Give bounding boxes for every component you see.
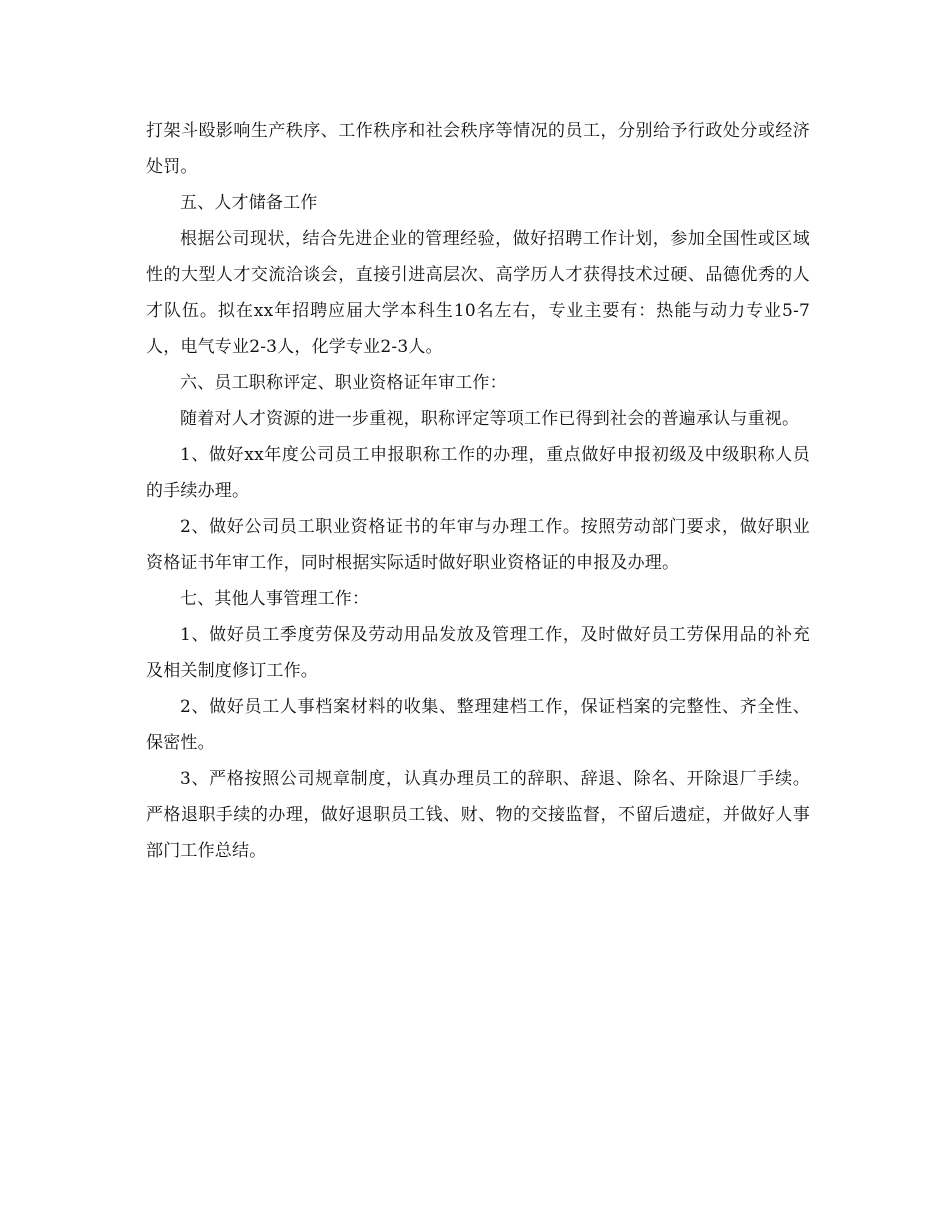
section-heading-talent-reserve: 五、人才储备工作 (180, 193, 318, 213)
paragraph-title-evaluation: 随着对人才资源的进一步重视，职称评定等项工作已得到社会的普遍承认与重视。 (180, 409, 800, 429)
list-item-other-hr-1: 1、做好员工季度劳保及劳动用品发放及管理工作，及时做好员工劳保用品的补充及相关制度修订工作。 (146, 625, 810, 681)
list-item-other-hr-2: 2、做好员工人事档案材料的收集、整理建档工作，保证档案的完整性、齐全性、保密性。 (146, 697, 810, 753)
paragraph-talent-reserve: 根据公司现状，结合先进企业的管理经验，做好招聘工作计划，参加全国性或区域性的大型人才交流洽谈会，直接引进高层次、高学历人才获得技术过硬、品德优秀的人才队伍。拟在xx年招聘应届大学本科生10名左右，专业主要有：热能与动力专业5-7人，电气专业2-3人，化学专业2-3人。 (146, 229, 810, 357)
list-item-other-hr-3: 3、严格按照公司规章制度，认真办理员工的辞职、辞退、除名、开除退厂手续。严格退职手续的办理，做好退职员工钱、财、物的交接监督，不留后遗症，并做好人事部门工作总结。 (146, 769, 810, 861)
document-body (146, 113, 810, 869)
section-heading-other-hr-work: 七、其他人事管理工作： (180, 589, 370, 609)
list-item-title-evaluation-1: 1、做好xx年度公司员工申报职称工作的办理，重点做好申报初级及中级职称人员的手续办理。 (146, 445, 810, 501)
section-heading-title-evaluation: 六、员工职称评定、职业资格证年审工作： (180, 373, 507, 393)
paragraph-1: 打架斗殴影响生产秩序、工作秩序和社会秩序等情况的员工，分别给予行政处分或经济处罚。 (146, 121, 810, 177)
list-item-title-evaluation-2: 2、做好公司员工职业资格证书的年审与办理工作。按照劳动部门要求，做好职业资格证书年审工作，同时根据实际适时做好职业资格证的申报及办理。 (146, 517, 810, 573)
